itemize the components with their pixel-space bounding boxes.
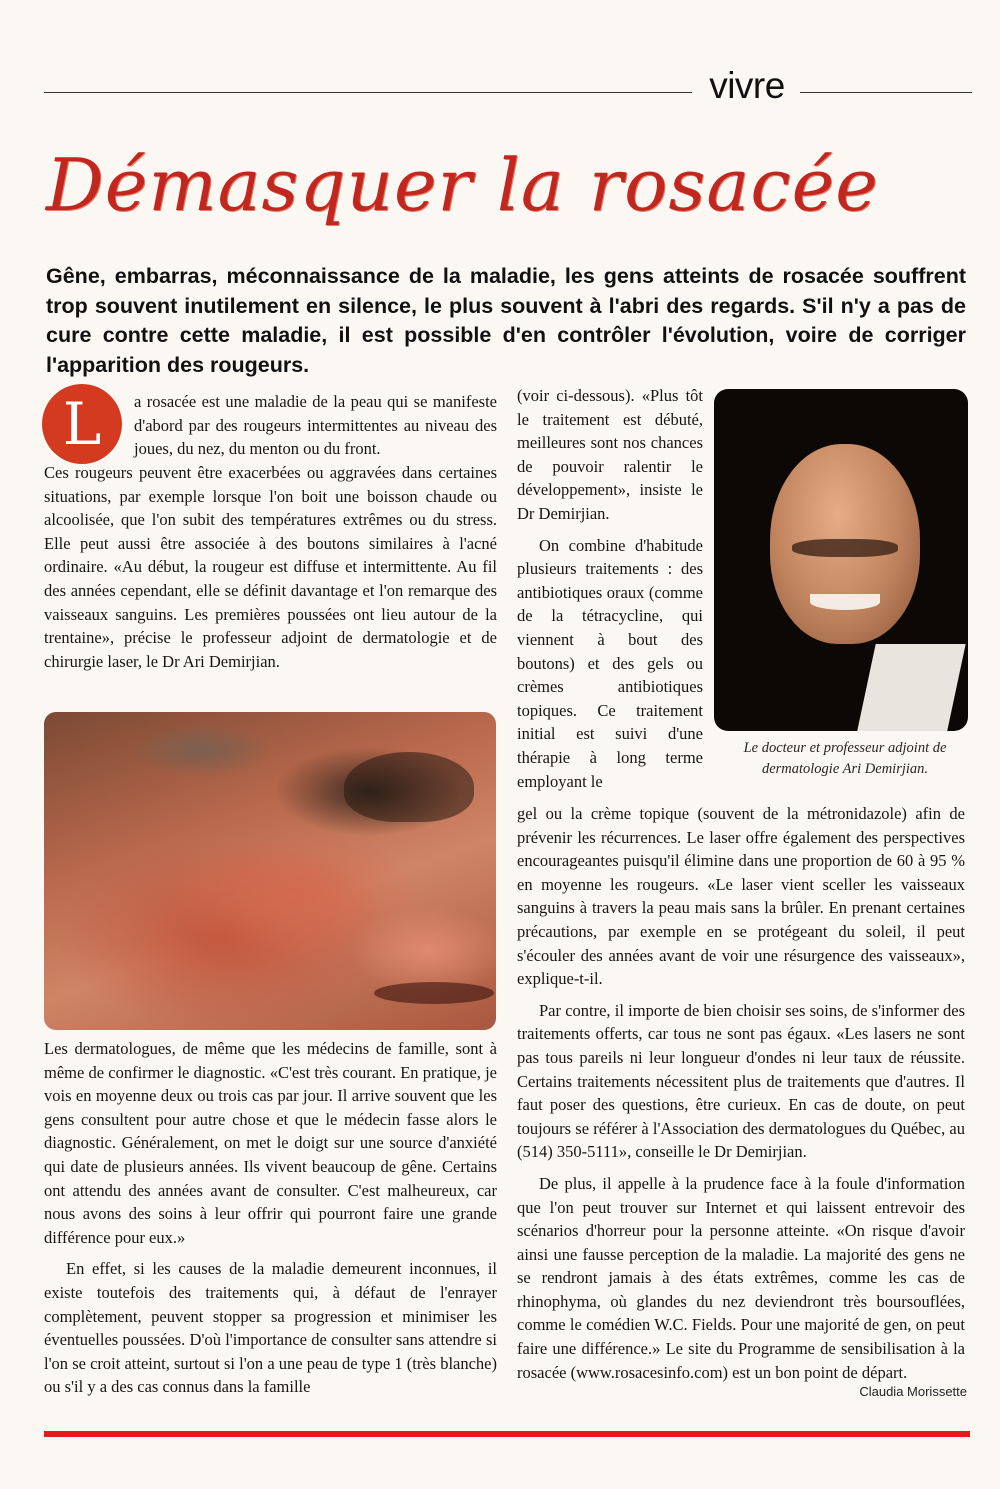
drop-cap [42, 384, 122, 464]
column2-bottom [517, 802, 965, 1384]
bottom-red-bar [44, 1431, 970, 1437]
column1-bottom [44, 1037, 497, 1399]
column1-intro: a rosacée est une maladie de la peau qui se manifeste d'abord par des rougeurs intermittentes au niveau des joues, du nez, du menton ou du front. [134, 392, 497, 459]
column2-bottom-paragraph-3: De plus, il appelle à la prudence face à la foule d'information que l'on peut trouver sur Internet et qui laissent entrevoir des scénarios d'horreur pour la personne atteinte. «On risque d'avoir ainsi une fausse perception de la maladie. La majorité des gens ne se rendront jamais à des états extrêmes, comme les cas de rhinophyma, où glandes du nez deviendront très boursouflées, comme le comédien W.C. Fields. Pour une majorité de gen, on peut faire une différence.» Le site du Programme de sensibilisation à la rosacée (www.rosacesinfo.com) est un bon point de départ. [517, 1173, 965, 1382]
article-title: Démasquer la rosacée [46, 143, 879, 227]
column1-bottom-paragraph-1: Les dermatologues, de même que les médecins de famille, sont à même de confirmer le diagnostic. «C'est très courant. En pratique, je vois en moyenne deux ou trois cas par jour. Il arrive souvent que les gens consultent pour autre chose et que le médecin fasse alors le diagnostic. Généralement, on met le doigt sur une source d'anxiété qui date de plusieurs années. Ils vivent beaucoup de gêne. Certains ont attendu des années avant de consulter. C'est malheureux, car nous avons des soins à leur offrir qui pourront faire une grande différence pour eux.» [44, 1039, 497, 1247]
header-rule-left [44, 92, 692, 93]
portrait-brow [792, 539, 898, 557]
drop-cap-letter: L [62, 390, 102, 458]
column2-bottom-paragraph-1: gel ou la crème topique (souvent de la métronidazole) afin de prévenir les récurrences. Le laser offre également des perspectives encourageantes puisqu'il élimine dans une proportion de 60 à 95 % en moyenne les rougeurs. «Le laser vient sceller les vaisseaux sanguins à travers la peau mais sans la brûler. En prenant certaines précautions, par exemple en se protégeant du soleil, il peut s'écouler des années avant de voir une résurgence des vaisseaux», explique-t-il. [517, 804, 965, 989]
column2-top-paragraph-1: (voir ci-dessous). «Plus tôt le traitement est débuté, meilleures sont nos chances de pouvoir ralentir le développement», insiste le Dr Demirjian. [517, 386, 703, 523]
article-lead: Gêne, embarras, méconnaissance de la maladie, les gens atteints de rosacée souffrent trop souvent inutilement en silence, le plus souvent à l'abri des regards. S'il n'y a pas de cure contre cette maladie, il est possible d'en contrôler l'évolution, voire de corriger l'apparition des rougeurs. [46, 264, 966, 377]
column2-top [517, 384, 703, 793]
portrait-smile [810, 594, 880, 610]
column1-paragraph: Ces rougeurs peuvent être exacerbées ou aggravées dans certaines situations, par exemple lorsque l'on boit une boisson chaude ou alcoolisée, que l'on subit des températures extrêmes ou du stress. Elle peut aussi être associée à des boutons similaires à l'acné ordinaire. «Au début, la rougeur est diffuse et intermittente. Au fil des années cependant, elle se définit davantage et l'on remarque des vaisseaux sanguins. Les premières poussées ont lieu autour de la trentaine», précise le professeur adjoint de dermatologie et de chirurgie laser, le Dr Ari Demirjian. [44, 463, 497, 671]
header-rule-right [800, 92, 972, 93]
column2-top-paragraph-2: On combine d'habitude plusieurs traitements : des antibiotiques oraux (comme de la tétracycline, qui viennent à bout des boutons) et des gels ou crèmes antibiotiques topiques. Ce traitement initial est suivi d'une thérapie à long terme employant le [517, 535, 703, 791]
section-label: vivre [709, 65, 785, 106]
rosacea-face-photo [44, 712, 496, 1030]
column1-bottom-paragraph-2: En effet, si les causes de la maladie demeurent inconnues, il existe toutefois des traitements qui, à défaut de l'enrayer complètement, peuvent stopper sa progression et minimiser les éventuelles poussées. D'où l'importance de consulter sans attendre si l'on se croit atteint, surtout si l'on a une peau de type 1 (très blanche) ou s'il y a des cas connus dans la famille [44, 1259, 497, 1397]
photo-mouth-shadow [374, 982, 494, 1004]
doctor-portrait-photo [714, 389, 968, 731]
photo-caption: Le docteur et professeur adjoint de dermatologie Ari Demirjian. [743, 740, 947, 777]
photo-eye-shadow [344, 752, 474, 822]
portrait-collar [852, 644, 965, 731]
column2-bottom-paragraph-2: Par contre, il importe de bien choisir ses soins, de s'informer des traitements offerts, car tous ne sont pas égaux. «Les lasers ne sont pas tous pareils ni leur longueur d'ondes ni leur taux de réussite. Certains traitements nécessitent plus de traitements que d'autres. Il faut poser des questions, être curieux. En cas de doute, on peut toujours se référer à l'Association des dermatologues du Québec, au (514) 350-5111», conseille le Dr Demirjian. [517, 1000, 965, 1162]
author-signature: Claudia Morissette [859, 1384, 967, 1399]
